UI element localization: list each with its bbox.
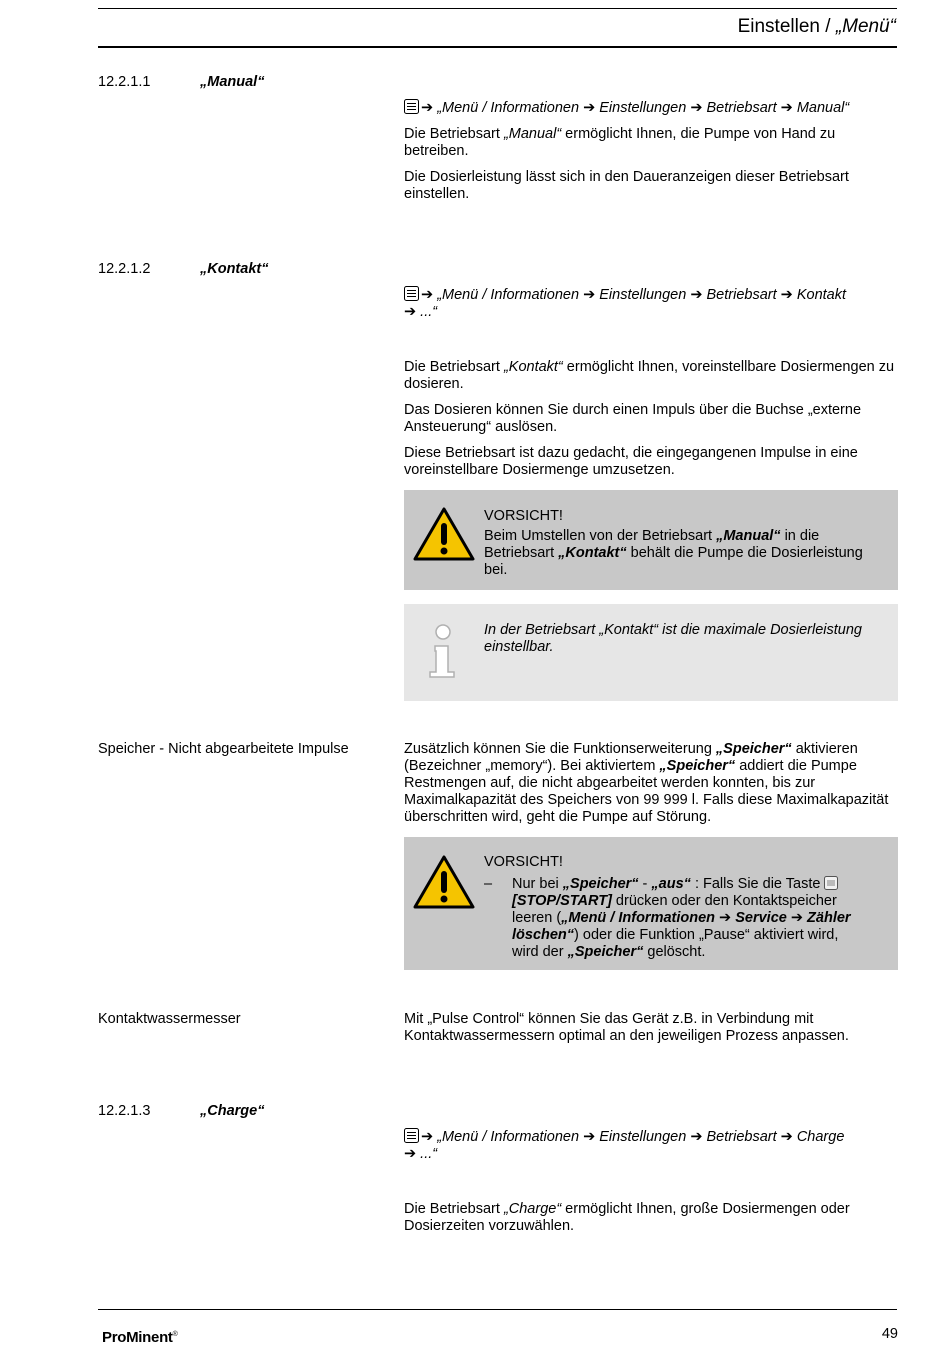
menu-icon	[404, 286, 419, 301]
kontakt-body	[404, 359, 896, 488]
arrow-right-icon: ➔	[421, 100, 438, 116]
section-title-charge: „Charge“	[200, 1103, 265, 1119]
section-number-kontakt: 12.2.1.2	[98, 261, 151, 277]
menu-path-manual: ➔ „Menü / Informationen ➔ Einstellungen ➔ Betriebsart ➔ Manual“	[404, 99, 896, 117]
charge-paragraph: Die Betriebsart „Charge“ ermöglicht Ihnen, große Dosiermengen oder Dosierzeiten vorzuwählen.	[404, 1201, 850, 1234]
manual-paragraph-2: Die Dosierleistung lässt sich in den Daueranzeigen dieser Betriebsart einstellen.	[404, 169, 849, 202]
footer-rule	[98, 1309, 897, 1310]
prominent-logo: ProMinent®	[102, 1329, 178, 1346]
menu-path-kontakt: ➔ „Menü / Informationen ➔ Einstellungen ➔ Betriebsart ➔ Kontakt ➔ ...“	[404, 287, 847, 320]
section-number-charge: 12.2.1.3	[98, 1103, 151, 1119]
arrow-right-icon: ➔	[421, 1129, 438, 1145]
manual-paragraph-1: Die Betriebsart „Manual“ ermöglicht Ihnen, die Pumpe von Hand zu betreiben.	[404, 126, 836, 159]
page-header-title: Einstellen / „Menü“	[737, 16, 896, 37]
arrow-right-icon: ➔	[421, 287, 438, 303]
menu-path-charge: ➔ „Menü / Informationen ➔ Einstellungen ➔ Betriebsart ➔ Charge ➔ ...“	[404, 1129, 845, 1162]
warning-triangle-icon	[412, 506, 476, 562]
info-icon	[426, 624, 462, 680]
info-box-kontakt	[404, 604, 898, 701]
speicher-paragraph: Zusätzlich können Sie die Funktionserweiterung „Speicher“ aktivieren (Bezeichner „memory“). Bei aktiviertem „Speicher“ addiert die Pumpe Restmengen auf, die nicht abgearbeitet werden konnten, bis zur Maximalkapazität des Speichers von 99 999 l. Falls diese Maximalkapazität überschritten wird, geht die Pumpe auf Störung.	[404, 741, 889, 825]
kontakt-paragraph-2: Das Dosieren können Sie durch einen Impuls über die Buchse „externe Ansteuerung“ auslösen.	[404, 402, 862, 435]
kontakt-paragraph-1: Die Betriebsart „Kontakt“ ermöglicht Ihnen, voreinstellbare Dosiermengen zu dosieren.	[404, 359, 895, 392]
warning-title: VORSICHT!	[484, 854, 563, 870]
key-icon	[824, 876, 838, 890]
kontaktwassermesser-paragraph: Mit „Pulse Control“ können Sie das Gerät z.B. in Verbindung mit Kontaktwassermessern optimal an den jeweiligen Prozess anpassen.	[404, 1011, 849, 1044]
header-top-rule	[98, 8, 897, 9]
warning-box-kontakt	[404, 490, 898, 590]
warning-message: Beim Umstellen von der Betriebsart „Manual“ in die Betriebsart „Kontakt“ behält die Pumpe die Dosierleistung bei.	[484, 528, 863, 578]
warning-text-speicher	[484, 854, 864, 961]
section-title-kontakt: „Kontakt“	[200, 261, 269, 277]
warning-triangle-icon	[412, 854, 476, 910]
kontakt-paragraph-3: Diese Betriebsart ist dazu gedacht, die eingegangenen Impulse in eine voreinstellbare Dosiermenge umzusetzen.	[404, 445, 858, 478]
manual-body	[404, 99, 896, 212]
warning-box-speicher	[404, 837, 898, 970]
info-text: In der Betriebsart „Kontakt“ ist die maximale Dosierleistung einstellbar.	[484, 622, 862, 655]
warning-text-kontakt	[484, 508, 864, 579]
section-title-manual: „Manual“	[200, 74, 265, 90]
side-heading-kontaktwassermesser: Kontaktwassermesser	[98, 1011, 241, 1027]
page-number: 49	[881, 1326, 898, 1342]
section-number-manual: 12.2.1.1	[98, 74, 151, 90]
menu-icon	[404, 1128, 419, 1143]
warning-list-item: – Nur bei „Speicher“ - „aus“ : Falls Sie die Taste [STOP/START] drücken oder den Kontaktspeicher leeren („Menü / Informationen ➔ Service ➔ Zähler löschen“) oder die Funktion „Pause“ aktiviert wird, wird der „Speicher“ gelöscht.	[484, 876, 851, 960]
header-bottom-rule	[98, 46, 897, 48]
warning-title: VORSICHT!	[484, 508, 563, 524]
menu-icon	[404, 99, 419, 114]
side-heading-speicher: Speicher - Nicht abgearbeitete Impulse	[98, 741, 349, 757]
